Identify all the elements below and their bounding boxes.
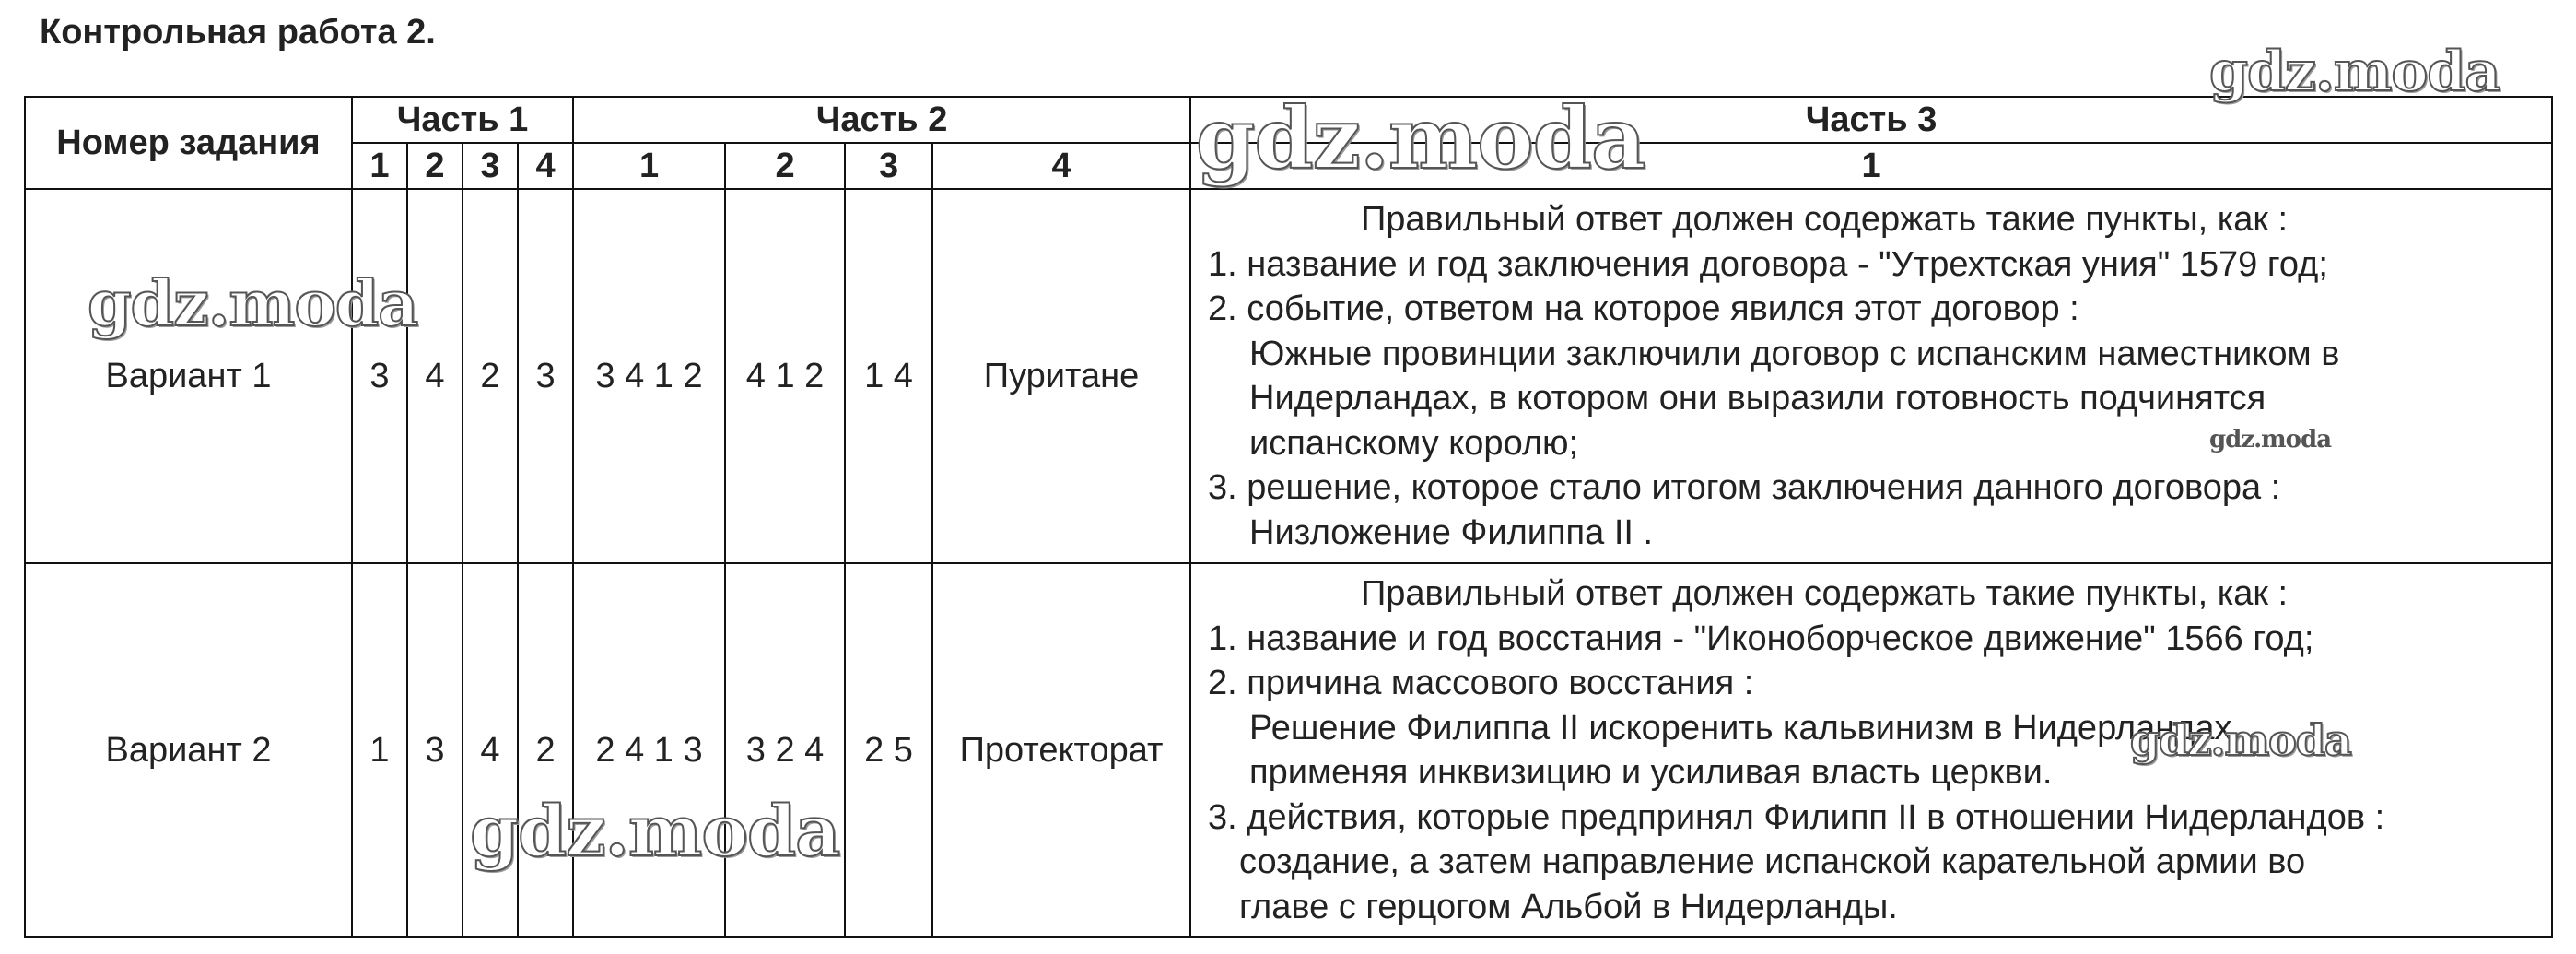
answer-cell: 1 4 bbox=[845, 189, 932, 563]
answer-cell: 3 2 4 bbox=[725, 563, 845, 937]
watermark: gdz.moda bbox=[2209, 40, 2500, 104]
answer-line: 1. название и год заключения договора - "Утрехтская уния" 1579 год; bbox=[1208, 244, 2328, 284]
answer-line: 3. действия, которые предпринял Филипп II в отношении Нидерландов : bbox=[1208, 797, 2385, 837]
answer-cell: 3 bbox=[518, 189, 573, 563]
part3-col-header: 1 bbox=[1190, 143, 2552, 189]
answer-cell: 3 4 1 2 bbox=[573, 189, 725, 563]
part1-col-header: 3 bbox=[463, 143, 518, 189]
answer-line: 3. решение, которое стало итогом заключения данного договора : bbox=[1208, 468, 2281, 507]
answer-line: 2. причина массового восстания : bbox=[1208, 664, 1754, 702]
part2-col-header: 3 bbox=[845, 143, 932, 189]
page-title: Контрольная работа 2. bbox=[40, 13, 436, 52]
header-row-parts bbox=[25, 97, 2552, 143]
answer-line: создание, а затем направление испанской карательной армии во bbox=[1239, 842, 2306, 881]
answer-cell: Пуритане bbox=[932, 189, 1190, 563]
answers-table bbox=[24, 88, 2553, 938]
watermark: gdz.moda bbox=[470, 790, 840, 872]
watermark: gdz.moda bbox=[1196, 88, 1645, 188]
answer-line: главе с герцогом Альбой в Нидерланды. bbox=[1239, 887, 1898, 926]
part1-header: Часть 1 bbox=[352, 97, 573, 143]
part2-col-header: 4 bbox=[932, 143, 1190, 189]
answer-cell: 1 bbox=[352, 563, 407, 937]
part1-col-header: 2 bbox=[407, 143, 463, 189]
part2-col-header: 2 bbox=[725, 143, 845, 189]
watermark: gdz.moda bbox=[2209, 426, 2332, 453]
answer-cell: 2 bbox=[518, 563, 573, 937]
answer-line: Правильный ответ должен содержать такие пункты, как : bbox=[1360, 200, 2289, 239]
answer-cell: 3 bbox=[407, 563, 463, 937]
watermark: gdz.moda bbox=[88, 267, 418, 341]
part1-col-header: 4 bbox=[518, 143, 573, 189]
detailed-answer bbox=[1190, 189, 2552, 563]
table-row bbox=[25, 189, 2552, 563]
part2-col-header: 1 bbox=[573, 143, 725, 189]
variant-name: Вариант 2 bbox=[25, 563, 352, 937]
part2-header: Часть 2 bbox=[573, 97, 1190, 143]
detailed-answer bbox=[1190, 563, 2552, 937]
answer-line: испанскому королю; bbox=[1249, 423, 1579, 463]
answer-cell: 2 4 1 3 bbox=[573, 563, 725, 937]
part1-col-header: 1 bbox=[352, 143, 407, 189]
answer-cell: 4 1 2 bbox=[725, 189, 845, 563]
table-row bbox=[25, 563, 2552, 937]
answer-line: Южные провинции заключили договор с испанским наместником в bbox=[1249, 334, 2340, 373]
answer-cell: 3 bbox=[352, 189, 407, 563]
answer-cell: 4 bbox=[463, 563, 518, 937]
answer-line: 1. название и год восстания - "Иконоборческое движение" 1566 год; bbox=[1208, 618, 2314, 658]
answer-line: применяя инквизицию и усиливая власть церкви. bbox=[1249, 753, 2053, 792]
answer-cell: Протекторат bbox=[932, 563, 1190, 937]
answer-cell: 4 bbox=[407, 189, 463, 563]
task-number-header: Номер задания bbox=[25, 97, 352, 189]
answer-line: Решение Филиппа II искоренить кальвинизм в Нидерландах bbox=[1249, 708, 2232, 748]
answer-line: Низложение Филиппа II . bbox=[1249, 512, 1654, 552]
header-row-columns bbox=[25, 143, 2552, 189]
variant-name: Вариант 1 bbox=[25, 189, 352, 563]
answer-line: Нидерландах, в котором они выразили готовность подчинятся bbox=[1249, 379, 2266, 418]
answer-cell: 2 bbox=[463, 189, 518, 563]
answer-line: Правильный ответ должен содержать такие пункты, как : bbox=[1360, 574, 2289, 613]
part3-header: Часть 3 bbox=[1190, 97, 2552, 143]
answer-line: 2. событие, ответом на которое явился этот договор : bbox=[1208, 289, 2079, 328]
watermark: gdz.moda bbox=[2130, 715, 2351, 765]
answer-cell: 2 5 bbox=[845, 563, 932, 937]
